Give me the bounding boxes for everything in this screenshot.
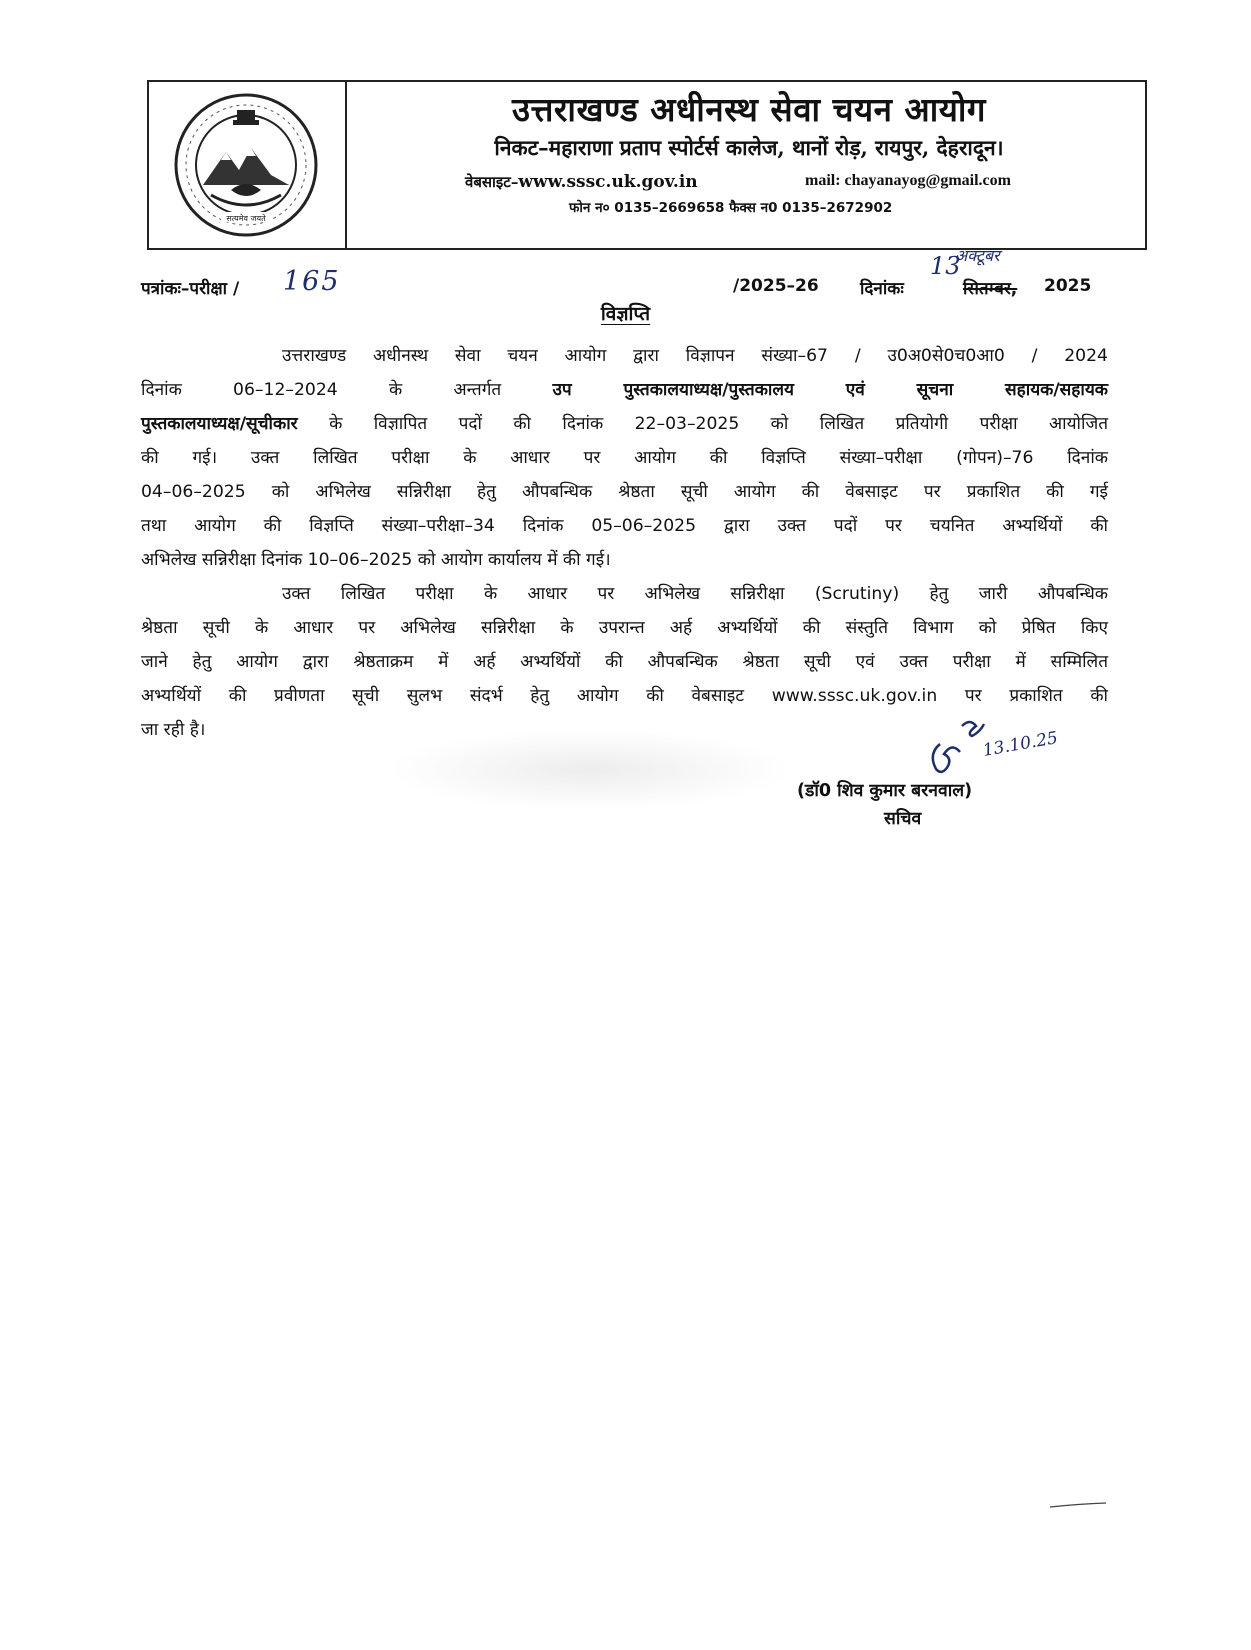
paragraph-2-line: अभ्यर्थियों की प्रवीणता सूची सुलभ संदर्भ हेतु आयोग की वेबसाइट www.sssc.uk.gov.in पर प्रकाशित की [141, 686, 1108, 706]
phone-fax-line: फोन न० 0135–2669658 फैक्स न0 0135–2672902 [569, 200, 893, 216]
letterhead [147, 80, 1147, 250]
stray-pen-mark [1048, 1500, 1108, 1510]
paragraph-2-line: उक्त लिखित परीक्षा के आधार पर अभिलेख सन्निरीक्षा (Scrutiny) हेतु जारी औपबन्धिक [282, 584, 1108, 604]
paragraph-1-line [141, 378, 1108, 402]
mail-label: mail: [805, 172, 841, 189]
date-year: 2025 [1044, 276, 1092, 296]
date-label: दिनांकः [860, 279, 904, 299]
reference-number-handwritten: 165 [283, 266, 341, 297]
paragraph-1-line: उत्तराखण्ड अधीनस्थ सेवा चयन आयोग द्वारा विज्ञापन संख्या–67 / उ0अ0से0च0आ0 / 2024 [282, 346, 1108, 366]
logo-cell [149, 82, 347, 248]
signature-icon [926, 714, 1076, 784]
paragraph-1-line [141, 412, 1108, 436]
date-month-struck: सितम्बर, [963, 279, 1018, 299]
organization-address: निकट–महाराणा प्रताप स्पोर्टर्स कालेज, थानों रोड़, रायपुर, देहरादून। [494, 135, 1004, 160]
reference-prefix: पत्रांकः–परीक्षा / [141, 279, 240, 299]
paragraph-1-line: तथा आयोग की विज्ञप्ति संख्या–परीक्षा–34 दिनांक 05–06–2025 द्वारा उक्त पदों पर चयनित अभ्यर्थियों की [141, 516, 1108, 536]
mail-line [805, 172, 1011, 190]
website-link[interactable]: www.sssc.uk.gov.in [518, 172, 698, 192]
mail-link[interactable]: chayanayog@gmail.com [844, 172, 1011, 189]
paragraph-2-line: जाने हेतु आयोग द्वारा श्रेष्ठताक्रम में अर्ह अभ्यर्थियों की औपबन्धिक श्रेष्ठता सूची एवं उक्त परीक्षा में सम्मिलित [141, 652, 1108, 672]
commission-seal-icon [171, 90, 321, 240]
website-label: वेबसाइट– [465, 173, 519, 191]
emblem-text: सत्यमेव जयते [226, 214, 266, 223]
organization-name: उत्तराखण्ड अधीनस्थ सेवा चयन आयोग [512, 90, 986, 129]
date-month-handwritten: अक्टूबर [955, 246, 1000, 265]
scan-smudge [380, 730, 800, 820]
signatory-designation: सचिव [884, 809, 922, 829]
paragraph-1-line: अभिलेख सन्निरीक्षा दिनांक 10–06–2025 को आयोग कार्यालय में की गई। [141, 550, 611, 570]
post-names-bold: उप पुस्तकालयाध्यक्ष/पुस्तकालय एवं सूचना सहायक/सहायक [552, 380, 1109, 400]
date-day-handwritten: 13 [930, 252, 961, 280]
signatory-name: (डॉ0 शिव कुमार बरनवाल) [797, 781, 973, 801]
notice-title [0, 300, 1251, 326]
website-line [465, 172, 698, 192]
paragraph-1-line: 04–06–2025 को अभिलेख सन्निरीक्षा हेतु औपबन्धिक श्रेष्ठता सूची आयोग की वेबसाइट पर प्रकाशित की गई [141, 482, 1108, 502]
post-names-bold: पुस्तकालयाध्यक्ष/सूचीकार [141, 414, 298, 434]
line-text: के विज्ञापित पदों की दिनांक 22–03–2025 को लिखित प्रतियोगी परीक्षा आयोजित [297, 414, 1108, 434]
paragraph-2-line: श्रेष्ठता सूची के आधार पर अभिलेख सन्निरीक्षा के उपरान्त अर्ह अभ्यर्थियों की संस्तुति विभाग को प्रेषित किए [141, 618, 1108, 638]
notice-title-text: विज्ञप्ति [600, 303, 651, 325]
reference-year: /2025–26 [733, 276, 819, 296]
paragraph-2-line: जा रही है। [141, 720, 206, 740]
line-text: दिनांक 06–12–2024 के अन्तर्गत [141, 380, 553, 400]
paragraph-1-line: की गई। उक्त लिखित परीक्षा के आधार पर आयोग की विज्ञप्ति संख्या–परीक्षा (गोपन)–76 दिनांक [141, 448, 1108, 468]
signature-date: 13.10.25 [981, 728, 1060, 761]
